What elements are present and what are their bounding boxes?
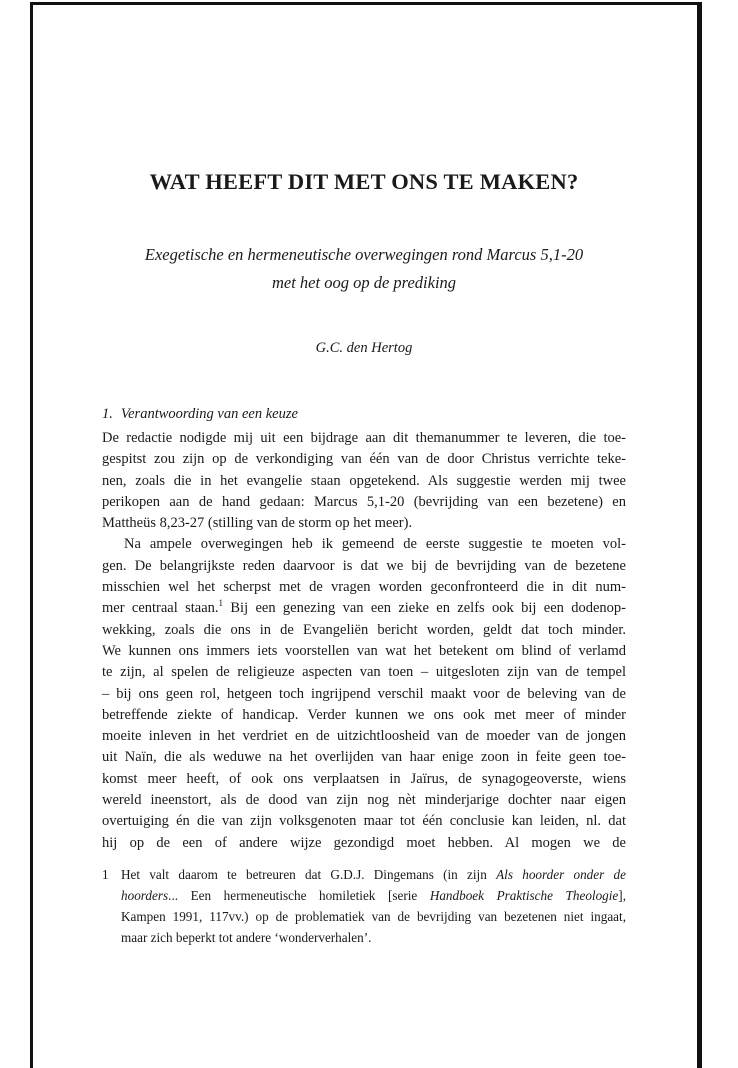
subtitle-line-2: met het oog op de prediking xyxy=(271,273,457,292)
scan-border-right xyxy=(697,2,702,1068)
paragraph-2-line: moeite inleven in het verdriet en de uitzichtloosheid van de moeder van de jongen xyxy=(102,728,626,745)
paragraph-2-line: wekking, zoals die ons in de Evangeliën bericht worden, geldt dat toch minder. xyxy=(102,621,626,638)
footnote-line xyxy=(121,864,626,885)
article-subtitle xyxy=(102,241,626,297)
paragraph-2-line: uit Naïn, die als weduwe na het overlijden van haar enige zoon in feite geen toe- xyxy=(102,749,626,766)
footnote-text-run: ], xyxy=(618,888,626,903)
paragraph-2-line: betreffende ziekte of handicap. Verder kunnen we ons ook met meer of minder xyxy=(102,706,626,723)
document-page xyxy=(102,0,626,1068)
section-title: Verantwoording van een keuze xyxy=(120,406,298,422)
paragraph-2-line: Na ampele overwegingen heb ik gemeend de eerste suggestie te moeten vol- xyxy=(124,536,626,553)
paragraph-2-line: gen. De belangrijkste reden daarvoor is dat we bij de bevrijding van de bezetene xyxy=(102,557,626,574)
section-heading xyxy=(102,406,298,423)
paragraph-2-line: hij op de een of andere wijze gezondigd moet hebben. Al mogen we de xyxy=(102,834,626,851)
paragraph-2-line: overtuiging én die van zijn volksgenoten maar tot één conclusie kan leiden, nl. dat xyxy=(102,813,626,830)
paragraph-1-line: perikopen aan de hand gedaan: Marcus 5,1-20 (bevrijding van een bezetene) en xyxy=(102,493,626,510)
paragraph-2-line: – bij ons geen rol, hetgeen toch ingrijpend verschil maakt voor de beleving van de xyxy=(102,685,626,702)
footnote-book-title: hoorders xyxy=(121,888,169,903)
footnote-text-run: ... Een hermeneutische homiletiek [serie xyxy=(168,888,430,903)
paragraph-1-line: Mattheüs 8,23-27 (stilling van de storm op het meer). xyxy=(102,515,413,532)
footnote-text xyxy=(121,864,626,948)
footnote-line: Kampen 1991, 117vv.) op de problematiek van de bevrijding van bezetenen niet ingaat, xyxy=(121,909,626,924)
paragraph-2-line: wereld ineenstort, als de dood van zijn nog nèt minderjarige dochter naar eigen xyxy=(102,792,626,809)
paragraph-2-line: We kunnen ons immers iets voorstellen van wat het betekent om blind of verlamd xyxy=(102,642,626,659)
paragraph-2-line: komst meer heeft, of ook ons verplaatsen in Jaïrus, de synagogeoverste, wiens xyxy=(102,770,626,787)
article-author: G.C. den Hertog xyxy=(315,340,413,356)
subtitle-line-1: Exegetische en hermeneutische overwegingen rond Marcus 5,1-20 xyxy=(144,245,584,264)
paragraph-1-line: De redactie nodigde mij uit een bijdrage aan dit themanummer te leveren, die toe- xyxy=(102,430,626,446)
paragraph-2-line: te zijn, al spelen de religieuze aspecten van toen – uitgesloten zijn van de tempel xyxy=(102,664,626,681)
footnote-book-title: Als hoorder onder de xyxy=(496,867,626,882)
footnote-reference[interactable]: 1 xyxy=(218,598,224,609)
paragraph-1-line: gespitst zou zijn op de verkondiging van één van de door Christus verrichte teke- xyxy=(102,451,626,468)
body-text xyxy=(102,428,626,854)
scan-border-left xyxy=(30,2,33,1068)
footnote-number: 1 xyxy=(102,867,109,882)
footnote-series-title: Handboek Praktische Theologie xyxy=(429,888,619,903)
footnote-text-run: Het valt daarom te betreuren dat G.D.J. Dingemans (in zijn xyxy=(121,867,497,882)
paragraph-1-line: nen, zoals die in het evangelie staan opgetekend. Als suggestie werden mij twee xyxy=(102,472,626,489)
section-number: 1. xyxy=(102,406,113,422)
paragraph-2-line xyxy=(102,598,626,619)
line-text: Bij een genezing van een zieke en zelfs ook bij een dodenop- xyxy=(223,600,626,617)
footnote-line xyxy=(121,885,626,906)
footnote-line: maar zich beperkt tot andere ‘wonderverhalen’. xyxy=(121,930,372,945)
paragraph-2-line: misschien wel het scherpst met de vragen worden geconfronteerd die in dit num- xyxy=(102,579,626,596)
article-title: WAT HEEFT DIT MET ONS TE MAKEN? xyxy=(149,169,579,194)
line-text: mer centraal staan. xyxy=(102,600,219,617)
footnote xyxy=(102,864,626,948)
